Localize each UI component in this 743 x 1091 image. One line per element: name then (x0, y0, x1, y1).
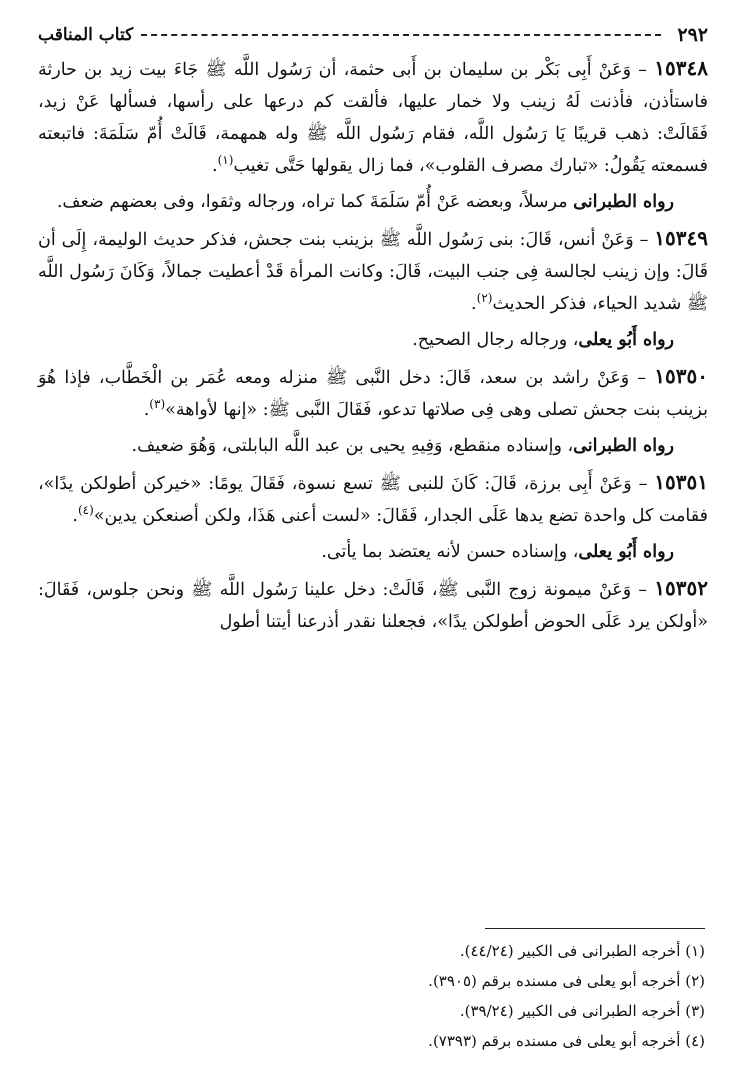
narration-rest: مرسلاً، وبعضه عَنْ أُمّ سَلَمَةَ كما تراه، ورجاله وثقوا، وفى بعضهم ضعف. (56, 192, 574, 212)
hadith-paragraph (38, 360, 708, 426)
narration-line (38, 430, 708, 462)
footnote-item: (٢) أخرجه أبو يعلى فى مسنده برقم (٣٩٠٥). (428, 972, 705, 990)
footnote-ref: (٣) (149, 397, 166, 412)
hadith-paragraph (38, 572, 708, 638)
hadith-tail: . (143, 400, 150, 420)
narration-rest: ، وإسناده حسن لأنه يعتضد بما يأتى. (321, 542, 579, 562)
running-header (38, 18, 708, 52)
narrator-bold: رواه أَبُو يعلى (578, 330, 674, 350)
footnote-item: (٣) أخرجه الطبرانى فى الكبير (٣٩/٢٤). (459, 1002, 705, 1020)
narration-line (38, 324, 708, 356)
hadith-text: – وَعَنْ ميمونة زوج النَّبى ﷺ، قَالَتْ: دخل علينا رَسُول اللَّه ﷺ ونحن جلوس، فَقَالَ: «أولكن يرد عَلَى الحوض أطولكن يدًا»، فجعلنا نقدر أذرعنا أيتنا أطول (38, 580, 708, 632)
hadith-text: – وَعَنْ أنس، قَالَ: بنى رَسُول اللَّه ﷺ بزينب بنت جحش، فذكر حديث الوليمة، إِلَى أن قَالَ: وإن زينب لجالسة فِى جنب البيت، قَالَ: وكانت المرأة قَدْ أعطيت جمالاً، وَكَانَ رَسُول اللَّه ﷺ شديد الحياء، فذكر الحديث (38, 230, 708, 314)
footnote-ref: (٤) (77, 503, 94, 518)
narrator-bold: رواه الطبرانى (573, 192, 674, 212)
book-title: كتاب المناقب (38, 25, 134, 45)
narrator-bold: رواه الطبرانى (573, 436, 674, 456)
narration-rest: ، ورجاله رجال الصحيح. (412, 330, 579, 350)
footnote-ref: (٢) (476, 291, 493, 306)
hadith-tail: . (471, 294, 477, 314)
header-dashed-rule (141, 34, 661, 36)
hadith-number: ١٥٣٥٠ (654, 364, 708, 388)
narration-line (38, 536, 708, 568)
hadith-tail: . (212, 156, 218, 176)
footnote-ref: (١) (217, 153, 234, 168)
hadith-number: ١٥٣٥١ (654, 470, 708, 494)
narrator-bold: رواه أَبُو يعلى (578, 542, 674, 562)
hadith-tail: . (72, 506, 78, 526)
hadith-number: ١٥٣٥٢ (654, 576, 708, 600)
hadith-number: ١٥٣٤٩ (654, 226, 708, 250)
hadith-text: – وَعَنْ أَبِى بَكْر بن سليمان بن أَبى حثمة، أن رَسُول اللَّه ﷺ جَاءَ بيت زيد بن حارثة فاستأذن، فأذنت لَهُ زينب ولا خمار عليها، فألقت كم درعها على رأسها، فسألها عَنْ زيد، فَقَالَتْ: ذهب قريبًا يَا رَسُول اللَّه، فقام رَسُول اللَّه ﷺ وله همهمة، قَالَتْ أُمّ سَلَمَةَ: فاتبعته فسمعته يَقُولُ: «تبارك مصرف القلوب»، فما زال يقولها حَتَّى تغيب (38, 60, 708, 176)
hadith-text: – وَعَنْ راشد بن سعد، قَالَ: دخل النَّبى ﷺ منزله ومعه عُمَر بن الْخَطَّاب، فإذا هُوَ بزينب بنت جحش تصلى وهى فِى صلاتها تدعو، فَقَالَ النَّبى ﷺ: «إنها لأواهة» (38, 368, 708, 420)
hadith-text: – وَعَنْ أَبِى برزة، قَالَ: كَانَ للنبى ﷺ تسع نسوة، فَقَالَ يومًا: «خيركن أطولكن يدًا»، فقامت كل واحدة تضع يدها عَلَى الجدار، فَقَالَ: «لست أعنى هَذَا، ولكن أصنعكن يدين» (38, 474, 708, 526)
footnote-divider (485, 928, 705, 929)
narration-rest: ، وإسناده منقطع، وَفِيهِ يحيى بن عبد اللَّه البابلتى، وَهُوَ ضعيف. (131, 436, 574, 456)
hadith-paragraph (38, 52, 708, 182)
footnote-item: (١) أخرجه الطبرانى فى الكبير (٤٤/٢٤). (459, 942, 705, 960)
hadith-paragraph (38, 466, 708, 532)
footnote-item: (٤) أخرجه أبو يعلى فى مسنده برقم (٧٣٩٣). (428, 1032, 705, 1050)
footnotes (205, 936, 705, 1056)
page-body (38, 18, 708, 638)
page-number: ٢٩٢ (677, 24, 708, 46)
hadith-paragraph (38, 222, 708, 320)
hadith-number: ١٥٣٤٨ (654, 56, 708, 80)
narration-line (38, 186, 708, 218)
